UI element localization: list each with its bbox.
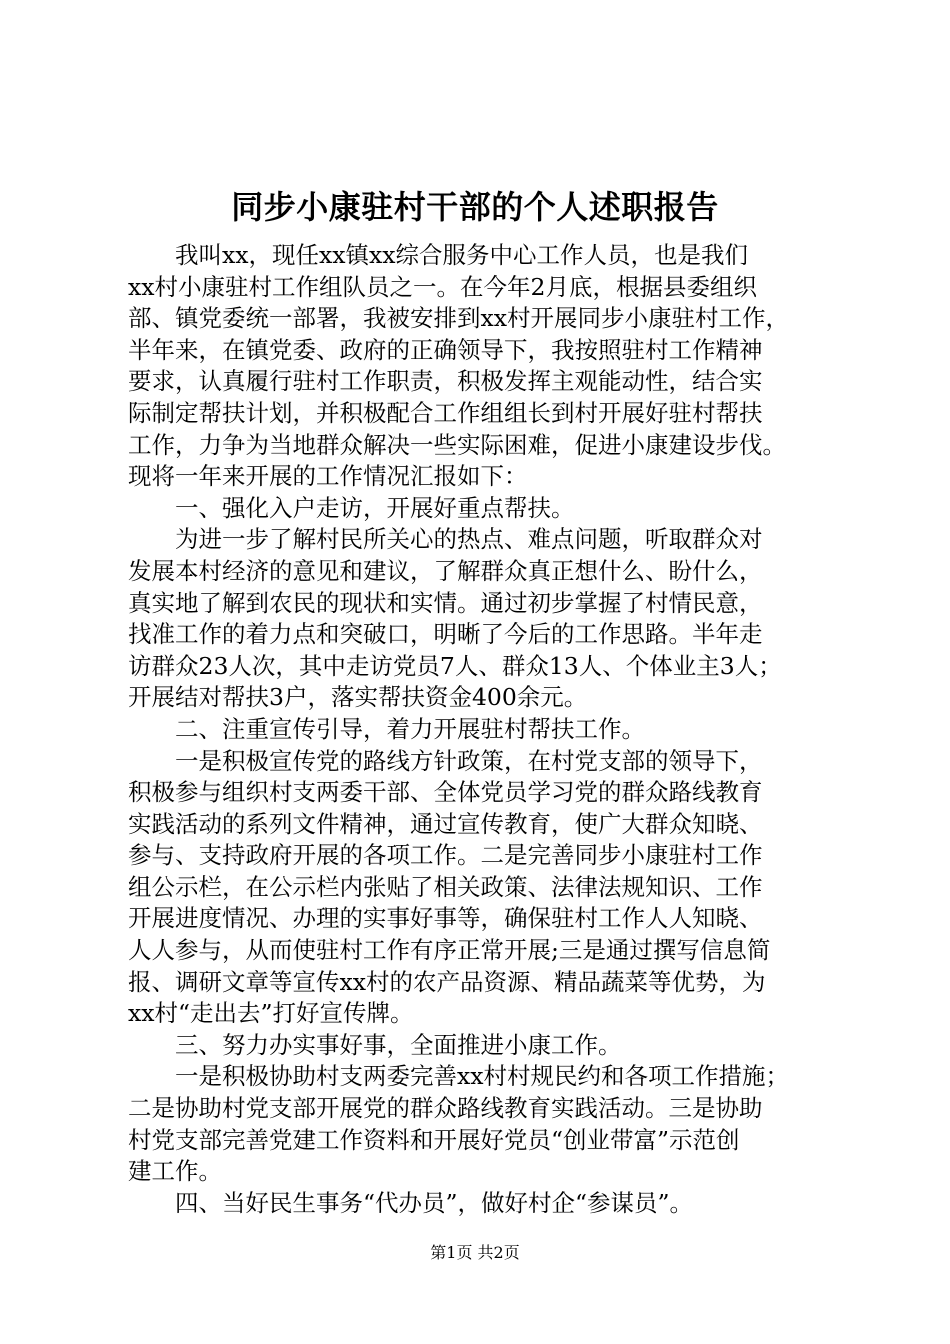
text-line: 积极参与组织村支两委干部、全体党员学习党的群众路线教育 <box>128 778 763 807</box>
text-line: 实践活动的系列文件精神，通过宣传教育，使广大群众知晓、 <box>128 809 763 838</box>
text-line: 工作，力争为当地群众解决一些实际困难，促进小康建设步伐。 <box>128 430 786 459</box>
text-line: xx村“走出去”打好宣传牌。 <box>128 999 414 1028</box>
text-line: 开展进度情况、办理的实事好事等，确保驻村工作人人知晓、 <box>128 904 763 933</box>
text-line: 际制定帮扶计划，并积极配合工作组组长到村开展好驻村帮扶 <box>128 398 763 427</box>
text-line: 二是协助村党支部开展党的群众路线教育实践活动。三是协助 <box>128 1094 763 1123</box>
text-line: 三、努力办实事好事，全面推进小康工作。 <box>128 1030 622 1059</box>
page-footer: 第1页 共2页 <box>430 1243 520 1262</box>
text-line: 部、镇党委统一部署，我被安排到xx村开展同步小康驻村工作， <box>128 304 790 333</box>
text-line: 发展本村经济的意见和建议，了解群众真正想什么、盼什么， <box>128 556 763 585</box>
text-line: 为进一步了解村民所关心的热点、难点问题，听取群众对 <box>128 525 763 554</box>
text-line: 建工作。 <box>128 1157 222 1186</box>
text-line: 一是积极协助村支两委完善xx村村规民约和各项工作措施； <box>128 1062 790 1091</box>
document-body <box>128 240 833 1219</box>
text-line: 人人参与，从而使驻村工作有序正常开展;三是通过撰写信息简 <box>128 936 771 965</box>
text-line: 一是积极宣传党的路线方针政策，在村党支部的领导下， <box>128 746 763 775</box>
text-line: 我叫xx，现任xx镇xx综合服务中心工作人员，也是我们 <box>128 241 749 269</box>
text-line: 访群众23人次，其中走访党员7人、群众13人、个体业主3人； <box>128 651 782 680</box>
text-line: 四、当好民生事务“代办员”，做好村企“参谋员”。 <box>128 1188 694 1217</box>
text-line: 村党支部完善党建工作资料和开展好党员“创业带富”示范创 <box>128 1125 740 1154</box>
text-line: 报、调研文章等宣传xx村的农产品资源、精品蔬菜等优势，为 <box>128 967 766 996</box>
text-line: 现将一年来开展的工作情况汇报如下： <box>128 462 528 491</box>
text-line: 组公示栏，在公示栏内张贴了相关政策、法律法规知识、工作 <box>128 872 763 901</box>
text-line: 参与、支持政府开展的各项工作。二是完善同步小康驻村工作 <box>128 841 763 870</box>
document-title: 同步小康驻村干部的个人述职报告 <box>231 188 719 226</box>
text-line: 找准工作的着力点和突破口，明晰了今后的工作思路。半年走 <box>128 620 763 649</box>
text-line: 半年来，在镇党委、政府的正确领导下，我按照驻村工作精神 <box>128 335 763 364</box>
text-line: 一、强化入户走访，开展好重点帮扶。 <box>128 493 575 522</box>
text-line: 开展结对帮扶3户，落实帮扶资金400余元。 <box>128 683 588 712</box>
text-line: 要求，认真履行驻村工作职责，积极发挥主观能动性，结合实 <box>128 367 763 396</box>
text-line: 真实地了解到农民的现状和实情。通过初步掌握了村情民意， <box>128 588 763 617</box>
text-line: xx村小康驻村工作组队员之一。在今年2月底，根据县委组织 <box>128 272 757 301</box>
text-line: 二、注重宣传引导，着力开展驻村帮扶工作。 <box>128 714 645 743</box>
